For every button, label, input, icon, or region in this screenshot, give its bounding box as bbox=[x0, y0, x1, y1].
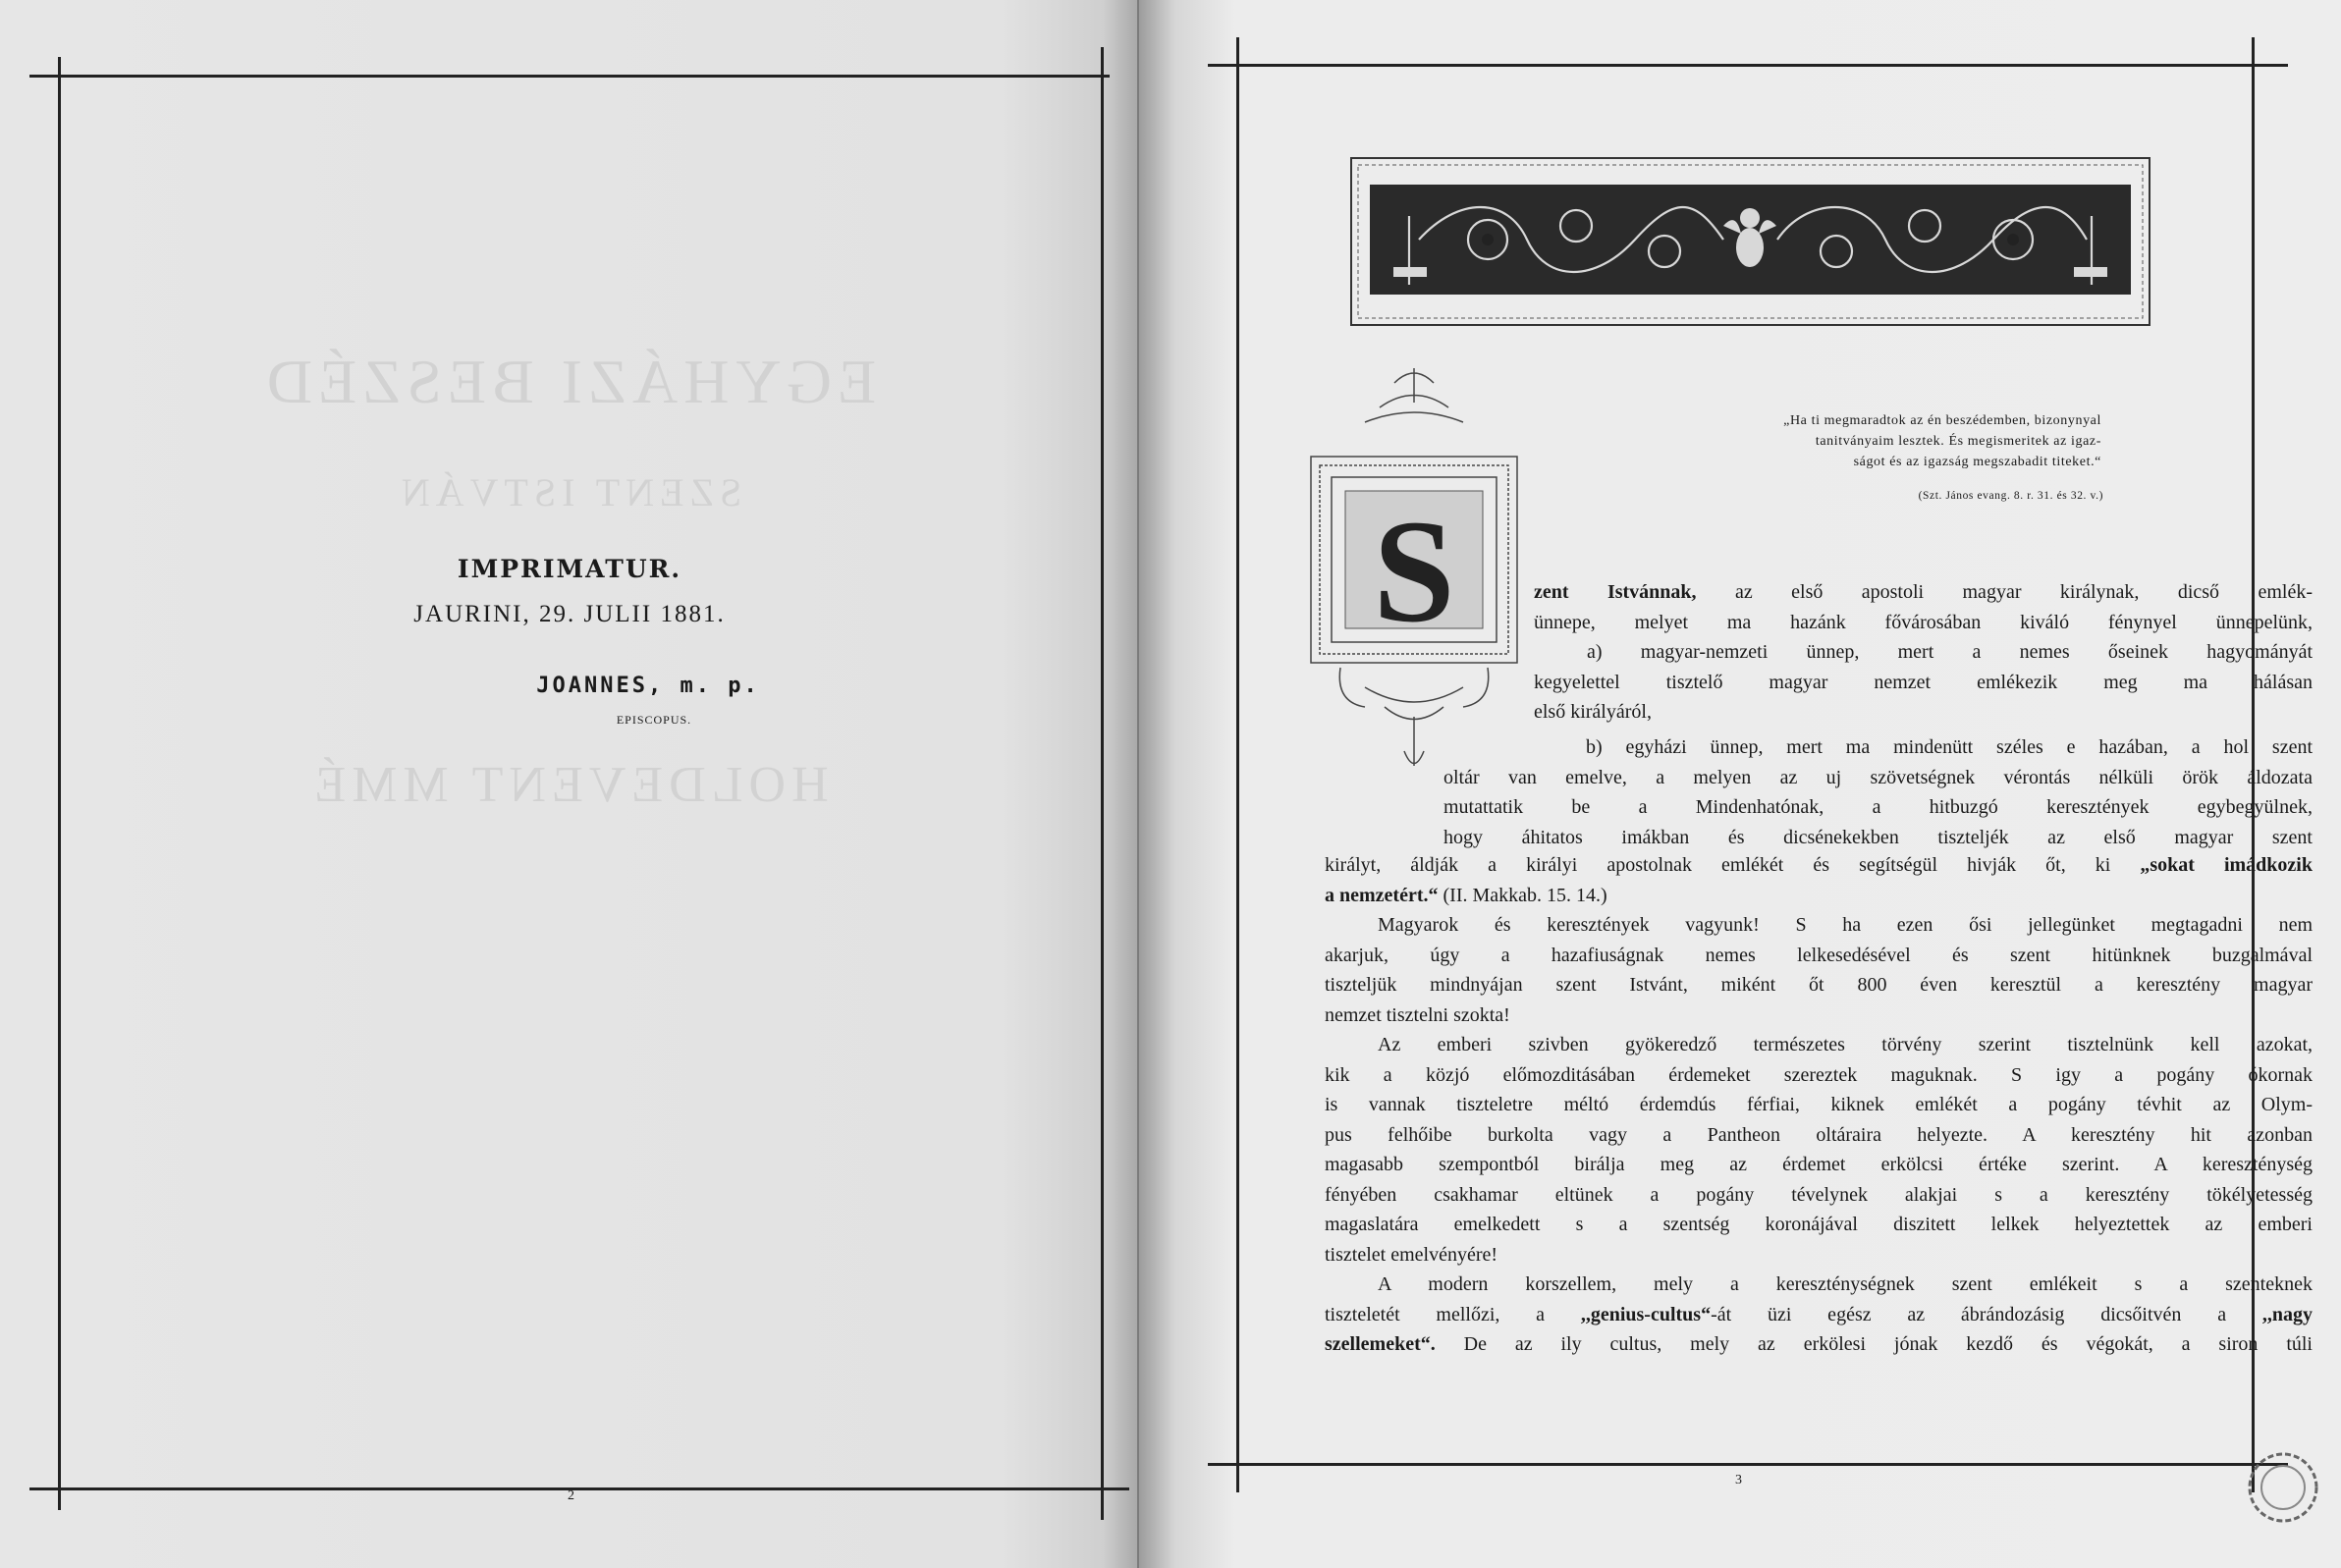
text-line: Magyarok és keresztények vagyunk! S ha ezen ősi jellegünket megtagadni nem bbox=[1378, 914, 2313, 936]
text-line: a nemzetért.“ (II. Makkab. 15. 14.) bbox=[1325, 884, 1607, 906]
text-line: oltár van emelve, a melyen az uj szövetségnek vérontás nélküli örök áldozata bbox=[1443, 766, 2313, 788]
text-line: A modern korszellem, mely a kereszténységnek szent emlékeit s a szenteknek bbox=[1378, 1273, 2313, 1295]
page-number-right: 3 bbox=[1735, 1473, 1742, 1487]
frame-top-rule bbox=[29, 75, 1110, 78]
text-line: hogy áhitatos imákban és dicsénekekben tiszteljék az első magyar szent bbox=[1443, 826, 2313, 848]
paragraph-opening bbox=[1534, 577, 2313, 728]
text-line: a) magyar-nemzeti ünnep, mert a nemes őseinek hagyományát bbox=[1587, 641, 2313, 663]
text-line: tiszteletét mellőzi, a ,,genius-cultus“-át üzi egész az ábrándozásig dicsőitvén a ,,nagy bbox=[1325, 1303, 2313, 1325]
frame-top-rule bbox=[1208, 64, 2288, 67]
frame-left-rule bbox=[1236, 37, 1239, 1492]
decorative-initial-frame bbox=[1306, 363, 1522, 776]
left-page bbox=[0, 0, 1137, 1568]
imprimatur-title: IMPRIMATUR. bbox=[457, 555, 682, 583]
text-line: is vannak tiszteletre méltó érdemdús férfiai, kiknek emlékét a pogány tévhit az Olym- bbox=[1325, 1094, 2313, 1115]
text-line: mutattatik be a Mindenhatónak, a hitbuzgó keresztények egybegyülnek, bbox=[1443, 796, 2313, 818]
text-line: nemzet tisztelni szokta! bbox=[1325, 1003, 1510, 1026]
text-line: szellemeket“. De az ily cultus, mely az erkölesi jónak kezdő és végokát, a siron túli bbox=[1325, 1333, 2313, 1355]
frame-right-rule bbox=[1101, 47, 1104, 1520]
show-through-heading: EGYHÁZI BESZÉD bbox=[260, 347, 877, 416]
text-line: akarjuk, úgy a hazafiuságnak nemes lelkesedésével és szent hitünknek buzgalmával bbox=[1325, 944, 2313, 966]
imprimatur-date: JAURINI, 29. JULII 1881. bbox=[413, 601, 726, 627]
epigraph bbox=[1689, 410, 2101, 472]
text-line: tiszteljük mindnyájan szent Istvánt, miként őt 800 éven keresztül a keresztény magyar bbox=[1325, 974, 2313, 996]
text-line: magasabb szempontból birálja meg az érdemet erkölcsi értéke szerint. A kereszténység bbox=[1325, 1154, 2313, 1175]
epigraph-citation: (Szt. János evang. 8. r. 31. és 32. v.) bbox=[1918, 490, 2103, 502]
imprimatur-signature-title: EPISCOPUS. bbox=[616, 713, 692, 727]
library-stamp bbox=[2244, 1448, 2322, 1527]
text-line: Az emberi szivben gyökeredző természetes törvény szerint tisztelnünk kell azokat, bbox=[1378, 1034, 2313, 1055]
initial-letter: S bbox=[1373, 490, 1455, 653]
text-line: pus felhőibe burkolta vagy a Pantheon oltáraira helyezte. A keresztény hit azonban bbox=[1325, 1123, 2313, 1146]
text-line: királyt, áldják a királyi apostolnak emlékét és segítségül hivják őt, ki „sokat imádkozik bbox=[1325, 854, 2313, 876]
frame-bottom-rule bbox=[1208, 1463, 2288, 1466]
show-through-line: HOLDEVENT MMÉ bbox=[308, 757, 829, 813]
text-line: fényében csakhamar eltünek a pogány tévelynek alakjai s a keresztény tökélyetesség bbox=[1325, 1183, 2313, 1206]
page-number-left: 2 bbox=[568, 1488, 574, 1503]
show-through-subheading: SZENT ISTVÁN bbox=[395, 470, 742, 514]
text-line: b) egyházi ünnep, mert ma mindenütt széles e hazában, a hol szent bbox=[1586, 736, 2313, 758]
text-line: zent Istvánnak, az első apostoli magyar királynak, dicső emlék- bbox=[1534, 581, 2313, 603]
text-line: kik a közjó előmozditásában érdemeket szereztek maguknak. S igy a pogány ókornak bbox=[1325, 1063, 2313, 1086]
paragraph-b bbox=[1443, 732, 2313, 852]
paragraph-main bbox=[1325, 850, 2313, 1360]
epigraph-line: ságot és az igazság megszabadit titeket.“ bbox=[1853, 455, 2101, 469]
frame-bottom-rule bbox=[29, 1487, 1129, 1490]
text-line: első királyáról, bbox=[1534, 701, 1652, 723]
text-line: magaslatára emelkedett s a szentség koronájával diszitett lelkek helyeztettek az emberi bbox=[1325, 1214, 2313, 1235]
text-line: ünnepe, melyet ma hazánk fővárosában kiváló fénynyel ünnepelünk, bbox=[1534, 611, 2313, 633]
epigraph-line: „Ha ti megmaradtok az én beszédemben, bizonynyal bbox=[1783, 413, 2101, 428]
imprimatur-signature: JOANNES, m. p. bbox=[536, 674, 760, 698]
frame-left-rule bbox=[58, 57, 61, 1510]
epigraph-line: tanitványaim lesztek. És megismeritek az igaz- bbox=[1815, 434, 2101, 449]
text-line: tisztelet emelvényére! bbox=[1325, 1243, 1498, 1266]
right-page bbox=[1139, 0, 2341, 1568]
text-line: kegyelettel tisztelő magyar nemzet emlékezik meg ma hálásan bbox=[1534, 671, 2313, 693]
ornament-banner-image bbox=[1350, 157, 2150, 326]
